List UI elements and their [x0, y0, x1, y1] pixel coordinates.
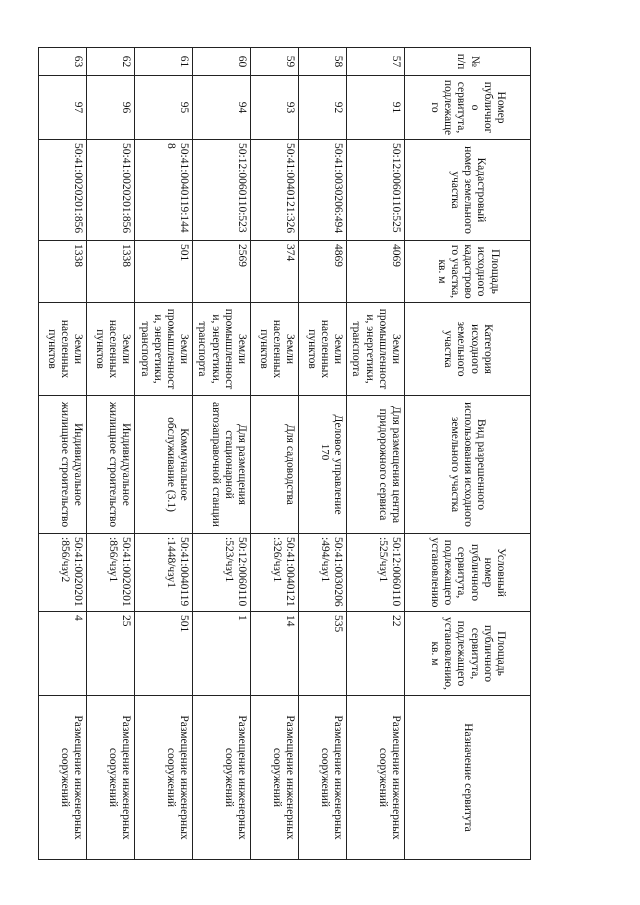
cell-num: 61: [135, 48, 193, 76]
cell-cadastral-number: 50:41:0040121:326: [251, 140, 299, 241]
cell-servitude-number: 91: [347, 76, 405, 140]
cell-source-area: 4069: [347, 241, 405, 303]
cell-source-area: 1338: [87, 241, 135, 303]
cell-permitted-use: Индивидуальное жилищное строительство: [39, 396, 87, 534]
cell-servitude-area: 22: [347, 612, 405, 696]
cell-servitude-purpose: Размещение инженерных сооружений: [299, 696, 347, 860]
cell-conditional-number: 50:41:0020201:856/чзу1: [87, 534, 135, 612]
cell-servitude-area: 1: [193, 612, 251, 696]
cell-servitude-area: 4: [39, 612, 87, 696]
cell-land-category: Земли населенных пунктов: [39, 303, 87, 396]
cell-land-category: Земли населенных пунктов: [87, 303, 135, 396]
table-row: [39, 48, 87, 860]
cell-permitted-use: Для размещения стационарной автозаправочной станции: [193, 396, 251, 534]
cell-cadastral-number: 50:41:0020201:856: [87, 140, 135, 241]
cell-cadastral-number: 50:41:0020201:856: [39, 140, 87, 241]
cell-servitude-area: 535: [299, 612, 347, 696]
cell-conditional-number: 50:41:0030206:494/чзу1: [299, 534, 347, 612]
cell-num: 59: [251, 48, 299, 76]
header-cell-source-area: Площадь исходного кадастрового участка, кв. м: [405, 241, 531, 303]
cell-land-category: Земли населенных пунктов: [299, 303, 347, 396]
cell-source-area: 2569: [193, 241, 251, 303]
cell-servitude-area: 25: [87, 612, 135, 696]
header-row: [405, 48, 531, 860]
cell-servitude-area: 14: [251, 612, 299, 696]
cell-servitude-purpose: Размещение инженерных сооружений: [251, 696, 299, 860]
cell-cadastral-number: 50:41:0040119:1448: [135, 140, 193, 241]
header-cell-num: № п/п: [405, 48, 531, 76]
cell-servitude-purpose: Размещение инженерных сооружений: [39, 696, 87, 860]
header-cell-servitude-purpose: Назначение сервитута: [405, 696, 531, 860]
cell-servitude-purpose: Размещение инженерных сооружений: [135, 696, 193, 860]
table-row: [135, 48, 193, 860]
table-row: [87, 48, 135, 860]
cell-land-category: Земли промышленности, энергетики, транспорта: [193, 303, 251, 396]
header-cell-permitted-use: Вид разрешенного использования исходного земельного участка: [405, 396, 531, 534]
table-row: [251, 48, 299, 860]
cell-servitude-purpose: Размещение инженерных сооружений: [193, 696, 251, 860]
header-cell-land-category: Категория исходного земельного участка: [405, 303, 531, 396]
cell-servitude-number: 97: [39, 76, 87, 140]
table-row: [299, 48, 347, 860]
servitude-table: [38, 47, 531, 860]
cell-land-category: Земли населенных пунктов: [251, 303, 299, 396]
header-cell-servitude-area: Площадь публичного сервитута, подлежащего установлению, кв. м: [405, 612, 531, 696]
cell-conditional-number: 50:41:0040121:326/чзу1: [251, 534, 299, 612]
cell-num: 63: [39, 48, 87, 76]
cell-conditional-number: 50:12:0060110:523/чзу1: [193, 534, 251, 612]
cell-num: 58: [299, 48, 347, 76]
cell-conditional-number: 50:41:0020201:856/чзу2: [39, 534, 87, 612]
cell-source-area: 374: [251, 241, 299, 303]
table-row: [193, 48, 251, 860]
cell-cadastral-number: 50:12:0060110:525: [347, 140, 405, 241]
header-cell-conditional-number: Условный номер публичного сервитута, подлежащего установлению: [405, 534, 531, 612]
cell-permitted-use: Для размещения центра придорожного сервиса: [347, 396, 405, 534]
cell-land-category: Земли промышленности, энергетики, транспорта: [135, 303, 193, 396]
cell-cadastral-number: 50:12:0060110:523: [193, 140, 251, 241]
cell-permitted-use: Индивидуальное жилищное строительство: [87, 396, 135, 534]
cell-permitted-use: Деловое управление: [299, 396, 347, 534]
cell-servitude-number: 95: [135, 76, 193, 140]
cell-servitude-number: 94: [193, 76, 251, 140]
header-cell-servitude-number: Номер публичного сервитута, подлежащего: [405, 76, 531, 140]
rotated-table-content: [45, 47, 531, 859]
cell-permitted-use: Коммунальное обслуживание (3.1): [135, 396, 193, 534]
cell-servitude-number: 93: [251, 76, 299, 140]
cell-source-area: 1338: [39, 241, 87, 303]
table-row: [347, 48, 405, 860]
cell-servitude-purpose: Размещение инженерных сооружений: [87, 696, 135, 860]
page-number: 170: [319, 443, 331, 461]
cell-num: 57: [347, 48, 405, 76]
cell-source-area: 501: [135, 241, 193, 303]
cell-conditional-number: 50:41:0040119:1448/чзу1: [135, 534, 193, 612]
cell-num: 60: [193, 48, 251, 76]
header-cell-cadastral-number: Кадастровый номер земельного участка: [405, 140, 531, 241]
rotated-table-frame: [45, 47, 531, 859]
cell-land-category: Земли промышленности, энергетики, транспорта: [347, 303, 405, 396]
cell-servitude-area: 501: [135, 612, 193, 696]
cell-cadastral-number: 50:41:0030206:494: [299, 140, 347, 241]
cell-conditional-number: 50:12:0060110:525/чзу1: [347, 534, 405, 612]
cell-source-area: 4869: [299, 241, 347, 303]
cell-servitude-number: 96: [87, 76, 135, 140]
cell-servitude-purpose: Размещение инженерных сооружений: [347, 696, 405, 860]
cell-permitted-use: Для садоводства: [251, 396, 299, 534]
cell-num: 62: [87, 48, 135, 76]
cell-servitude-number: 92: [299, 76, 347, 140]
